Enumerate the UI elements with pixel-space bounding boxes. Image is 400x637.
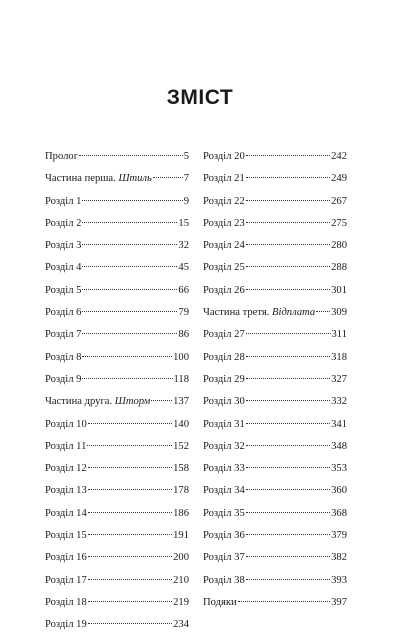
toc-entry-page-number: 234 [173, 619, 189, 631]
dot-leader [82, 200, 182, 201]
toc-entry [203, 257, 347, 279]
toc-entry-label-text: Розділ 36 [203, 530, 245, 542]
dot-leader [246, 356, 330, 357]
toc-entry-label [45, 592, 87, 614]
toc-entry-label-text: Розділ 21 [203, 173, 245, 185]
dot-leader [246, 579, 330, 580]
dot-leader [246, 445, 330, 446]
toc-entry [45, 369, 189, 391]
toc-entry [203, 280, 347, 302]
toc-entry-label-text: Розділ 35 [203, 507, 245, 519]
dot-leader [151, 400, 172, 401]
toc-entry-label-text: Розділ 13 [45, 485, 87, 497]
dot-leader [79, 155, 183, 156]
toc-entry-label-text: Розділ 8 [45, 351, 82, 363]
toc-entry-page-number: 275 [331, 217, 347, 229]
toc-entry-label [203, 503, 245, 525]
toc-entry-label-text: Розділ 32 [203, 440, 245, 452]
toc-entry-part-title: Штиль [118, 173, 152, 185]
toc-entry-label-text: Розділ 38 [203, 574, 245, 586]
toc-entry-page-number: 348 [331, 440, 347, 452]
toc-entry-label [203, 146, 245, 168]
toc-entry [203, 213, 347, 235]
toc-entry-page-number: 66 [178, 284, 189, 296]
dot-leader [82, 289, 177, 290]
toc-entry-page-number: 9 [183, 195, 189, 207]
toc-entry-label-text: Розділ 29 [203, 373, 245, 385]
toc-entry [45, 414, 189, 436]
toc-entry-label [45, 168, 152, 190]
dot-leader [88, 534, 172, 535]
toc-entry-page-number: 200 [173, 552, 189, 564]
toc-entry [45, 324, 189, 346]
toc-entry-label-text: Розділ 1 [45, 195, 82, 207]
toc-entry-page-number: 397 [331, 596, 347, 608]
dot-leader [246, 400, 330, 401]
toc-entry-page-number: 152 [173, 440, 189, 452]
dot-leader [82, 244, 177, 245]
toc-entry [203, 525, 347, 547]
dot-leader [246, 333, 331, 334]
dot-leader [246, 423, 330, 424]
toc-entry-label-text: Розділ 6 [45, 307, 82, 319]
dot-leader [246, 200, 330, 201]
toc-entry [203, 146, 347, 168]
toc-entry-label [203, 458, 245, 480]
dot-leader [246, 222, 330, 223]
toc-entry-page-number: 15 [178, 217, 189, 229]
toc-entry-page-number: 288 [331, 262, 347, 274]
dot-leader [246, 489, 330, 490]
toc-entry-label [45, 146, 78, 168]
dot-leader [246, 289, 330, 290]
toc-entry-label-text: Розділ 10 [45, 418, 87, 430]
toc-entry-label [203, 235, 245, 257]
toc-entry-page-number: 178 [173, 485, 189, 497]
toc-entry-label [203, 369, 245, 391]
toc-entry-page-number: 242 [331, 151, 347, 162]
dot-leader [153, 177, 183, 178]
toc-entry-page-number: 393 [331, 574, 347, 586]
toc-entry-page-number: 267 [331, 195, 347, 207]
dot-leader [82, 378, 172, 379]
toc-entry-label [45, 614, 87, 636]
toc-entry-label-text: Розділ 18 [45, 596, 87, 608]
toc-entry [203, 235, 347, 257]
toc-entry [203, 458, 347, 480]
toc-entry-label-text: Розділ 25 [203, 262, 245, 274]
toc-entry-page-number: 100 [173, 351, 189, 363]
dot-leader [88, 556, 172, 557]
dot-leader [82, 333, 177, 334]
dot-leader [82, 266, 177, 267]
toc-entry [45, 547, 189, 569]
toc-column-left [45, 146, 189, 637]
toc-entry [45, 235, 189, 257]
toc-entry-label [203, 168, 245, 190]
toc-entry [45, 257, 189, 279]
toc-entry-label [203, 525, 245, 547]
toc-entry [45, 570, 189, 592]
dot-leader [238, 601, 330, 602]
toc-entry-label-text: Розділ 33 [203, 463, 245, 475]
dot-leader [82, 222, 177, 223]
toc-entry-label-text: Розділ 37 [203, 552, 245, 564]
toc-entry-page-number: 86 [178, 329, 189, 341]
toc-entry-page-number: 341 [331, 418, 347, 430]
toc-entry-part-title: Відплата [272, 307, 316, 319]
toc-entry-label-text: Розділ 22 [203, 195, 245, 207]
toc-entry-label-text: Розділ 20 [203, 151, 245, 162]
dot-leader [246, 378, 330, 379]
dot-leader [246, 244, 330, 245]
toc-entry-label-text: Розділ 28 [203, 351, 245, 363]
toc-entry-label [45, 191, 81, 213]
toc-entry-page-number: 7 [183, 173, 189, 185]
toc-entry-page-number: 137 [173, 396, 189, 408]
toc-entry-label [45, 235, 81, 257]
toc-entry-label [203, 302, 315, 324]
dot-leader [246, 534, 330, 535]
toc-entry-label-text: Розділ 30 [203, 396, 245, 408]
toc-entry-label-text: Частина друга. [45, 396, 115, 408]
toc-entry-label-text: Розділ 24 [203, 240, 245, 252]
toc-entry [203, 168, 347, 190]
toc-entry [203, 570, 347, 592]
toc-entry-label [45, 280, 81, 302]
toc-entry [45, 592, 189, 614]
toc-entry [203, 480, 347, 502]
toc-entry-page-number: 210 [173, 574, 189, 586]
toc-entry-label-text: Розділ 5 [45, 284, 82, 296]
toc-entry [45, 614, 189, 636]
toc-entry-page-number: 353 [331, 463, 347, 475]
toc-entry-page-number: 5 [183, 151, 189, 162]
dot-leader [246, 155, 330, 156]
toc-entry-label [45, 480, 87, 502]
toc-entry-label-text: Розділ 31 [203, 418, 245, 430]
toc-entry-label-text: Розділ 11 [45, 440, 87, 452]
toc-entry-page-number: 309 [331, 307, 347, 319]
toc-entry-label-text: Розділ 3 [45, 240, 82, 252]
toc-entry-label-text: Розділ 17 [45, 574, 87, 586]
toc-entry-label [45, 547, 87, 569]
toc-entry-label-text: Пролог [45, 151, 79, 162]
toc-entry-label [203, 191, 245, 213]
toc-entry-label [203, 570, 245, 592]
toc-entry-label [45, 391, 150, 413]
toc-entry-label [45, 347, 81, 369]
toc-entry [45, 503, 189, 525]
toc-column-right [203, 146, 347, 614]
toc-entry [45, 458, 189, 480]
dot-leader [246, 266, 330, 267]
toc-entry-page-number: 158 [173, 463, 189, 475]
dot-leader [82, 356, 172, 357]
dot-leader [246, 467, 330, 468]
dot-leader [246, 177, 330, 178]
dot-leader [88, 512, 172, 513]
toc-entry-label-text: Розділ 23 [203, 217, 245, 229]
toc-entry-label [203, 347, 245, 369]
toc-entry-label [203, 391, 245, 413]
page-title: ЗМІСТ [166, 86, 234, 109]
toc-entry [45, 436, 189, 458]
toc-entry-label [203, 414, 245, 436]
toc-entry-label [203, 324, 245, 346]
toc-entry-page-number: 332 [331, 396, 347, 408]
toc-entry-page-number: 118 [173, 373, 189, 385]
toc-entry-label [203, 257, 245, 279]
toc-entry-page-number: 191 [173, 530, 189, 542]
dot-leader [246, 556, 330, 557]
dot-leader [88, 489, 172, 490]
toc-entry-page-number: 327 [331, 373, 347, 385]
toc-entry-label-text: Розділ 34 [203, 485, 245, 497]
toc-entry-label [45, 302, 81, 324]
toc-entry-label-text: Розділ 15 [45, 530, 87, 542]
toc-entry-label-text: Розділ 2 [45, 217, 82, 229]
toc-entry [203, 324, 347, 346]
dot-leader [246, 512, 330, 513]
toc-entry [45, 525, 189, 547]
toc-entry-page-number: 249 [331, 173, 347, 185]
toc-entry-label-text: Розділ 7 [45, 329, 82, 341]
toc-entry-page-number: 360 [331, 485, 347, 497]
toc-entry-page-number: 186 [173, 507, 189, 519]
dot-leader [88, 579, 172, 580]
toc-entry-label-text: Розділ 9 [45, 373, 82, 385]
toc-entry-label [203, 547, 245, 569]
dot-leader [316, 311, 330, 312]
toc-entry [45, 168, 189, 190]
toc-entry-page-number: 318 [331, 351, 347, 363]
toc-entry-label-text: Розділ 14 [45, 507, 87, 519]
toc-entry [45, 347, 189, 369]
toc-entry-label [203, 592, 237, 614]
toc-entry-label-text: Частина третя. [203, 307, 273, 319]
toc-entry-page-number: 45 [178, 262, 189, 274]
dot-leader [82, 311, 177, 312]
toc-entry-label-text: Подяки [203, 596, 237, 608]
dot-leader [88, 623, 172, 624]
toc-entry-page-number: 379 [331, 530, 347, 542]
dot-leader [88, 423, 172, 424]
toc-entry-page-number: 32 [178, 240, 189, 252]
toc-entry [203, 592, 347, 614]
toc-entry-label [45, 414, 87, 436]
toc-entry-label [203, 280, 245, 302]
toc-entry-label [45, 257, 81, 279]
toc-entry-part-title: Шторм [114, 396, 151, 408]
dot-leader [88, 467, 172, 468]
toc-entry [203, 547, 347, 569]
toc-entry-label [203, 480, 245, 502]
toc-entry [45, 480, 189, 502]
toc-entry-label [45, 503, 87, 525]
toc-entry-label [203, 436, 245, 458]
toc-entry-label [45, 458, 87, 480]
toc-entry-page-number: 301 [331, 284, 347, 296]
toc-entry-label-text: Розділ 16 [45, 552, 87, 564]
toc-entry [203, 191, 347, 213]
toc-entry-label-text: Розділ 26 [203, 284, 245, 296]
toc-entry [203, 436, 347, 458]
toc-entry [45, 191, 189, 213]
toc-entry [203, 414, 347, 436]
toc-entry-label [45, 324, 81, 346]
toc-entry [203, 302, 347, 324]
toc-entry [45, 302, 189, 324]
toc-entry-page-number: 79 [178, 307, 189, 319]
toc-entry-page-number: 382 [331, 552, 347, 564]
toc-entry-label-text: Частина перша. [45, 173, 119, 185]
dot-leader [88, 601, 172, 602]
toc-entry-label-text: Розділ 27 [203, 329, 245, 341]
toc-entry-label [45, 525, 87, 547]
toc-entry-page-number: 140 [173, 418, 189, 430]
toc-entry [203, 347, 347, 369]
toc-entry-label-text: Розділ 4 [45, 262, 82, 274]
toc-entry-label-text: Розділ 12 [45, 463, 87, 475]
toc-entry [45, 280, 189, 302]
toc-entry-label [45, 570, 87, 592]
toc-entry-label [45, 213, 81, 235]
toc-entry [203, 391, 347, 413]
toc-entry [45, 213, 189, 235]
toc-entry-page-number: 219 [173, 596, 189, 608]
toc-entry-page-number: 311 [331, 329, 347, 341]
toc-entry [203, 369, 347, 391]
toc-entry-label [203, 213, 245, 235]
toc-entry [45, 146, 189, 168]
dot-leader [87, 445, 172, 446]
toc-entry-page-number: 368 [331, 507, 347, 519]
toc-entry-label [45, 436, 86, 458]
toc-entry-label [45, 369, 81, 391]
toc-entry [45, 391, 189, 413]
toc-entry-page-number: 280 [331, 240, 347, 252]
toc-entry [203, 503, 347, 525]
toc-entry-label-text: Розділ 19 [45, 619, 87, 631]
